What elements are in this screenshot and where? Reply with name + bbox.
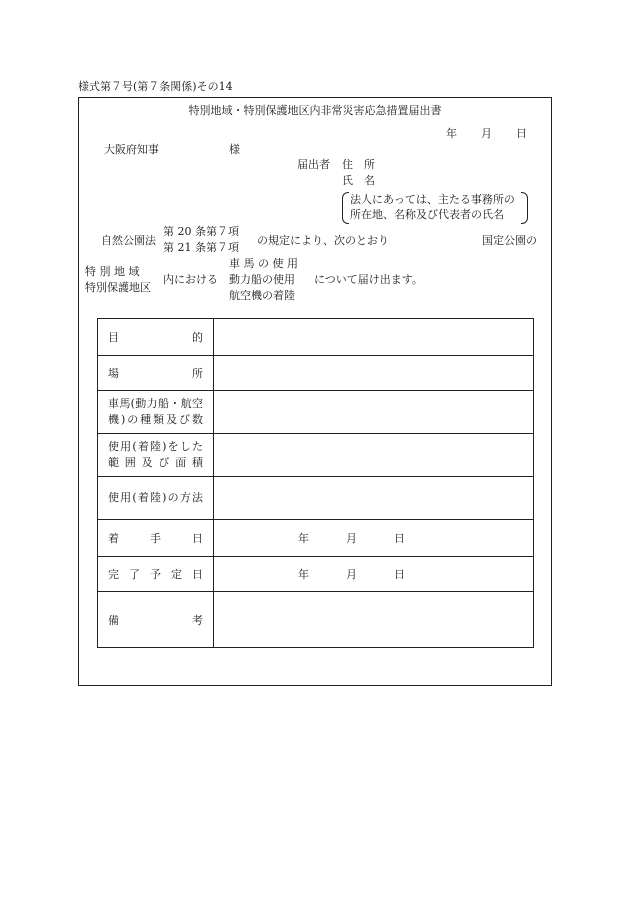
name-label: 氏 名: [342, 174, 375, 187]
remarks-label: 備 考: [98, 592, 214, 648]
table-row-start-date: [98, 520, 534, 557]
date-month: 月: [481, 127, 492, 140]
left-bracket: [342, 192, 349, 224]
end-day: 日: [394, 568, 405, 581]
start-year: 年: [298, 532, 309, 545]
start-date-field[interactable]: [214, 520, 534, 557]
honorific: 様: [229, 143, 240, 156]
end-date-label: 完 了 予 定 日: [98, 557, 214, 592]
form-title: 特別地域・特別保護地区内非常災害応急措置届出書: [188, 104, 442, 117]
corp-note-line1: 法人にあっては、主たる事務所の: [350, 193, 515, 206]
address-label: 住 所: [342, 158, 375, 171]
start-date-label: 着 手 日: [98, 520, 214, 557]
corp-note-line2: 所在地、名称及び代表者の氏名: [350, 208, 504, 221]
article-21: 第 21 条第７項: [163, 241, 239, 254]
start-month: 月: [346, 532, 357, 545]
purpose-label: 目 的: [98, 319, 214, 356]
start-day: 日: [394, 532, 405, 545]
vehicle-count-label: 車馬(動力船・航空 機)の種類及び数: [98, 391, 214, 434]
method-field[interactable]: [214, 477, 534, 520]
park-suffix: 国定公園の: [482, 234, 537, 247]
table-row-area: [98, 434, 534, 477]
table-row-end-date: [98, 557, 534, 592]
report-table: [97, 318, 534, 648]
table-row-purpose: [98, 319, 534, 356]
table-row-method: [98, 477, 534, 520]
method-label: 使用(着陸)の方法: [98, 477, 214, 520]
remarks-field[interactable]: [214, 592, 534, 648]
use-boat: 動力船の使用: [229, 273, 295, 286]
vehicle-count-field[interactable]: [214, 391, 534, 434]
right-bracket: [521, 192, 528, 224]
addressee: 大阪府知事: [104, 143, 159, 156]
area-protected: 特別保護地区: [85, 281, 151, 294]
area-label: 使用(着陸)をした 範囲及び面積: [98, 434, 214, 477]
location-field[interactable]: [214, 356, 534, 391]
area-field[interactable]: [214, 434, 534, 477]
use-aircraft: 航空機の着陸: [229, 289, 295, 302]
purpose-field[interactable]: [214, 319, 534, 356]
area-special: 特 別 地 域: [85, 265, 140, 278]
location-label: 場 所: [98, 356, 214, 391]
submitter-label: 届出者: [297, 158, 330, 171]
end-year: 年: [298, 568, 309, 581]
use-vehicle: 車 馬 の 使 用: [229, 257, 298, 270]
table-row-location: [98, 356, 534, 391]
form-number: 様式第７号(第７条関係)その14: [78, 80, 233, 93]
article-20: 第 20 条第７項: [163, 225, 239, 238]
end-month: 月: [346, 568, 357, 581]
table-row-remarks: [98, 592, 534, 648]
table-row-vehicle-count: [98, 391, 534, 434]
report-phrase: について届け出ます。: [314, 273, 423, 286]
date-year: 年: [446, 127, 457, 140]
end-date-field[interactable]: [214, 557, 534, 592]
rule-phrase: の規定により、次のとおり: [257, 234, 389, 247]
inside-phrase: 内における: [163, 273, 218, 286]
date-day: 日: [516, 127, 527, 140]
law-name: 自然公園法: [101, 234, 156, 247]
